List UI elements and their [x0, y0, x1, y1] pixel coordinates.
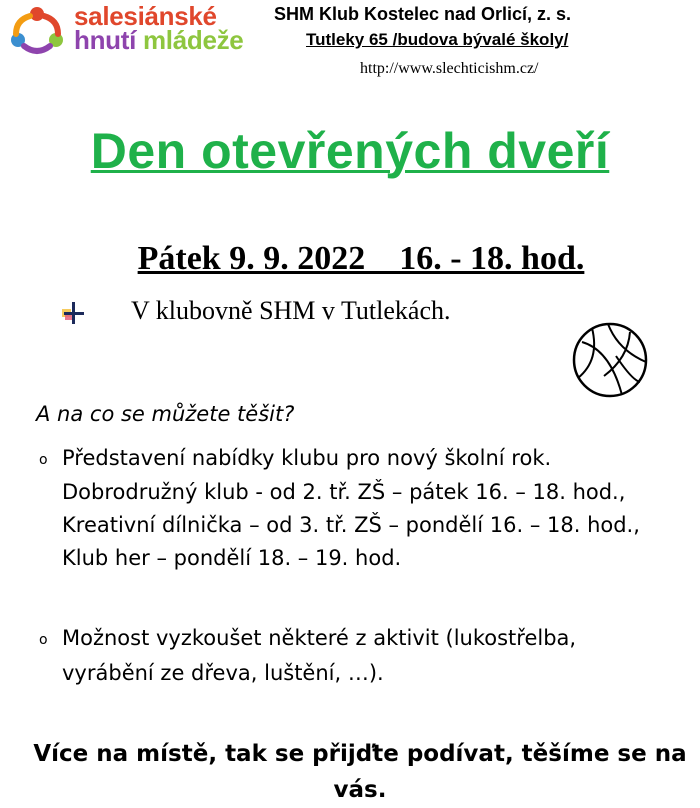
website-link[interactable]: http://www.slechticishm.cz/ — [360, 60, 539, 77]
list-item-line: Dobrodružný klub - od 2. tř. ZŠ – pátek 16. – 18. hod., — [62, 480, 626, 504]
list-bullet: o — [39, 452, 48, 468]
list-item-line: Klub her – pondělí 18. – 19. hod. — [62, 546, 402, 570]
section-question: A na co se můžete těšit? — [36, 402, 295, 426]
closing-invitation: Více na místě, tak se přijďte podívat, těšíme se na vás. — [33, 741, 687, 803]
list-item-line: Kreativní dílnička – od 3. tř. ZŠ – pondělí 16. – 18. hod., — [62, 513, 640, 537]
list-item-line: Možnost vyzkoušet některé z aktivit (lukostřelba, — [62, 626, 577, 650]
list-item-line: vyrábění ze dřeva, luštění, …). — [62, 661, 384, 685]
logo-word-mladeze: mládeže — [142, 25, 244, 55]
logo-word-hnuti: hnutí — [74, 25, 137, 55]
logo-text-line2 — [74, 26, 243, 54]
organization-address: Tutleky 65 /budova bývalé školy/ — [306, 30, 569, 49]
logo-text-line1: salesiánské — [74, 1, 217, 31]
event-place: V klubovně SHM v Tutlekách. — [131, 296, 451, 325]
colored-cross-bullet-icon — [60, 301, 86, 325]
ball-icon — [570, 320, 650, 404]
list-item-line: Představení nabídky klubu pro nový školní rok. — [62, 446, 552, 470]
logo-mark-icon — [8, 4, 66, 56]
organization-name: SHM Klub Kostelec nad Orlicí, z. s. — [274, 4, 572, 24]
shm-logo — [8, 2, 270, 58]
event-date-time: Pátek 9. 9. 2022 16. - 18. hod. — [137, 240, 585, 277]
list-bullet: o — [39, 632, 48, 648]
page-title: Den otevřených dveří — [90, 123, 610, 179]
